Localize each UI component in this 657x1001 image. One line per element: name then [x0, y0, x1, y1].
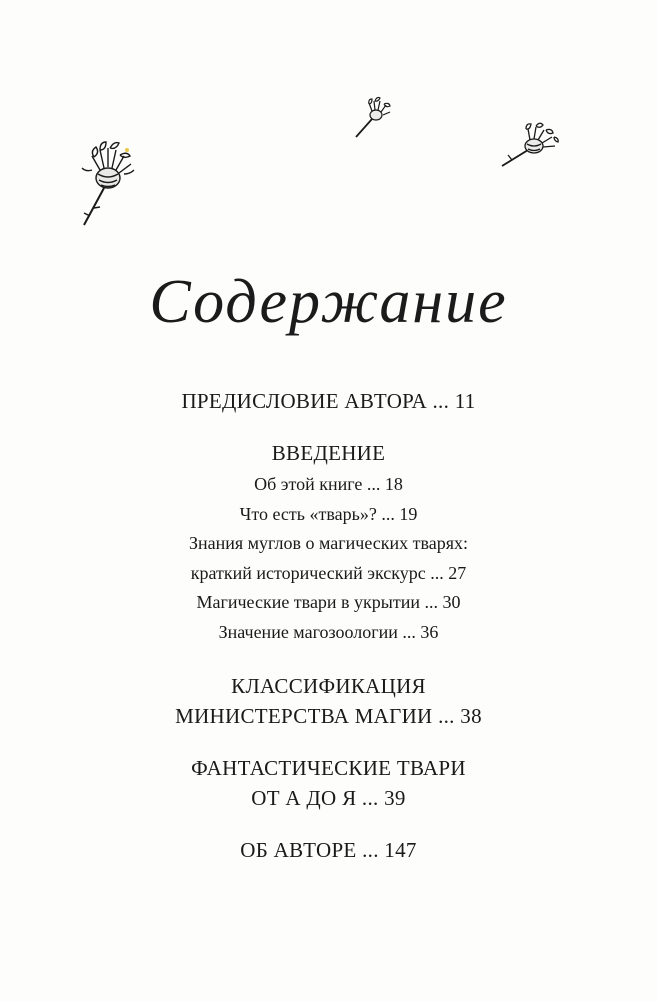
toc-entry[interactable]: Об этой книге ... 18 [254, 474, 403, 494]
toc-entry[interactable]: Что есть «тварь»? ... 19 [239, 503, 418, 524]
toc-section-introduction[interactable]: ВВЕДЕНИЕ [271, 441, 386, 465]
toc-section-classification-page[interactable]: МИНИСТЕРСТВА МАГИИ ... 38 [175, 704, 482, 728]
toc-entry[interactable]: Магические твари в укрытии ... 30 [196, 592, 461, 612]
thistle-icon [352, 95, 398, 141]
thistle-icon [70, 130, 150, 230]
toc-section-classification[interactable]: КЛАССИФИКАЦИЯ [231, 674, 426, 698]
toc-entry-preface[interactable]: ПРЕДИСЛОВИЕ АВТОРА ... 11 [181, 389, 476, 413]
thistle-icon [498, 120, 566, 170]
toc-entry[interactable]: Знания муглов о магических тварях: [188, 533, 469, 553]
page-title: Содержание [149, 268, 508, 336]
toc-entry[interactable]: краткий исторический экскурс ... 27 [190, 562, 467, 583]
toc-entry-about-author[interactable]: ОБ АВТОРЕ ... 147 [240, 838, 417, 862]
toc-section-beasts[interactable]: ФАНТАСТИЧЕСКИЕ ТВАРИ [191, 756, 466, 780]
toc-section-beasts-page[interactable]: ОТ А ДО Я ... 39 [251, 786, 406, 810]
table-of-contents [0, 386, 657, 865]
toc-entry[interactable]: Значение магозоологии ... 36 [218, 621, 439, 642]
